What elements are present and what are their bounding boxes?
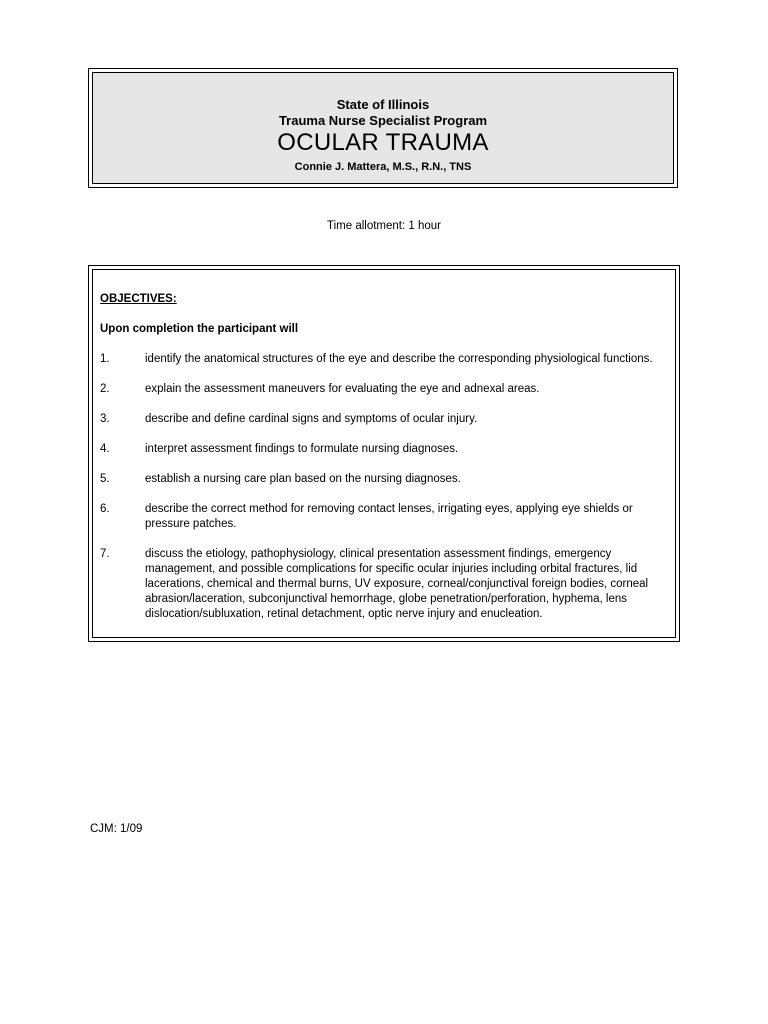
objectives-box (88, 265, 680, 642)
objective-text: establish a nursing care plan based on the nursing diagnoses. (145, 473, 461, 485)
header-box (88, 68, 678, 188)
objective-item (100, 352, 667, 367)
objective-number: 7. (100, 548, 110, 560)
program-name: Trauma Nurse Specialist Program (278, 113, 488, 128)
author-line: Connie J. Mattera, M.S., R.N., TNS (294, 161, 472, 173)
objectives-list (100, 352, 667, 622)
objective-number: 4. (100, 443, 110, 455)
objective-text: explain the assessment maneuvers for evaluating the eye and adnexal areas. (145, 383, 540, 395)
objective-number: 3. (100, 413, 110, 425)
objective-item (100, 547, 667, 622)
objective-text: describe and define cardinal signs and symptoms of ocular injury. (145, 413, 478, 425)
objectives-heading: OBJECTIVES: (100, 293, 177, 305)
objective-number: 1. (100, 353, 110, 365)
objective-number: 2. (100, 383, 110, 395)
objective-number: 5. (100, 473, 110, 485)
document-title: OCULAR TRAUMA (277, 129, 489, 156)
objective-item (100, 472, 667, 487)
objective-item (100, 412, 667, 427)
objective-item (100, 382, 667, 397)
objectives-panel (92, 269, 676, 638)
objective-text: discuss the etiology, pathophysiology, clinical presentation assessment findings, emergency management, and possible complications for specific ocular injuries including orbital fractures, lid lacerations, chemical and thermal burns, UV exposure, corneal/conjunctival foreign bodies, corneal abrasion/laceration, subconjunctival hemorrhage, globe penetration/perforation, hyphema, lens dislocation/subluxation, retinal detachment, optic nerve injury and enucleation. (145, 548, 649, 620)
footer-code: CJM: 1/09 (90, 823, 143, 835)
objective-number: 6. (100, 503, 110, 515)
header-panel (92, 72, 674, 184)
objective-item (100, 502, 667, 532)
objective-text: interpret assessment findings to formulate nursing diagnoses. (145, 443, 459, 455)
objective-text: identify the anatomical structures of the eye and describe the corresponding physiological functions. (145, 353, 653, 365)
objective-text: describe the correct method for removing contact lenses, irrigating eyes, applying eye shields or pressure patches. (145, 503, 633, 530)
objectives-intro: Upon completion the participant will (100, 323, 299, 335)
objective-item (100, 442, 667, 457)
state-name: State of Illinois (336, 97, 430, 112)
time-allotment: Time allotment: 1 hour (327, 220, 441, 232)
